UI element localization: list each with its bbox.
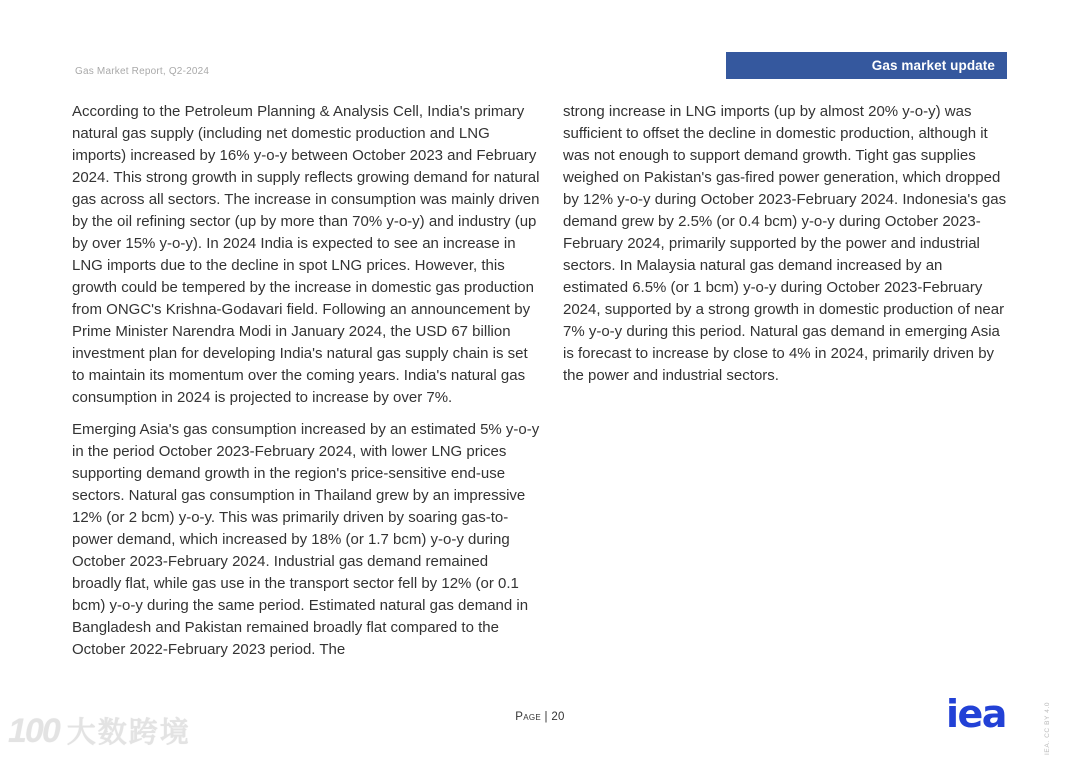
left-text-column [72,101,540,671]
report-title: Gas Market Report, Q2-2024 [75,66,210,77]
paragraph-lng-imports: strong increase in LNG imports (up by almost 20% y-o-y) was sufficient to offset the decline in domestic production, although it was not enough to support demand growth. Tight gas supplies weighed on Pakistan's gas-fired power generation, which dropped by 12% y-o-y during October 2023-February 2024. Indonesia's gas demand grew by 2.5% (or 0.4 bcm) y-o-y during October 2023-February 2024, primarily supported by the power and industrial sectors. In Malaysia natural gas demand increased by an estimated 6.5% (or 1 bcm) y-o-y during October 2023-February 2024, supported by a strong growth in domestic production of near 7% y-o-y during this period. Natural gas demand in emerging Asia is forecast to increase by close to 4% in 2024, primarily driven by the power and industrial sectors. [563,103,1007,384]
license-note: IEA. CC BY 4.0 [1044,701,1051,755]
paragraph-emerging-asia: Emerging Asia's gas consumption increased by an estimated 5% y-o-y in the period October 2023-February 2024, with lower LNG prices supporting demand growth in the region's price-sensitive end-use sectors. Natural gas consumption in Thailand grew by an impressive 12% (or 2 bcm) y-o-y. This was primarily driven by soaring gas-to-power demand, which increased by 18% (or 1.7 bcm) y-o-y during October 2023-February 2024. Industrial gas demand remained broadly flat, while gas use in the transport sector fell by 12% (or 0.1 bcm) y-o-y during the same period. Estimated natural gas demand in Bangladesh and Pakistan remained broadly flat compared to the October 2022-February 2023 period. The [72,421,540,658]
banner-label: Gas market update [871,58,995,73]
watermark-text: 大数跨境 [66,715,191,749]
right-text-column [563,101,1011,397]
watermark-logo-icon: 100 [8,712,59,750]
iea-logo: iea [946,692,1006,736]
page-number: Page | 20 [515,711,565,723]
paragraph-india-supply: According to the Petroleum Planning & Analysis Cell, India's primary natural gas supply (including net domestic production and LNG imports) increased by 16% y-o-y between October 2023 and February 2024. This strong growth in supply reflects growing demand for natural gas across all sectors. The increase in consumption was mainly driven by the oil refining sector (up by more than 70% y-o-y) and industry (up by over 15% y-o-y). In 2024 India is expected to see an increase in LNG imports due to the decline in spot LNG prices. However, this growth could be tempered by the increase in domestic gas production from ONGC's Krishna-Godavari field. Following an announcement by Prime Minister Narendra Modi in January 2024, the USD 67 billion investment plan for developing India's natural gas supply chain is set to maintain its momentum over the coming years. India's natural gas consumption in 2024 is projected to increase by over 7%. [72,103,540,406]
watermark [8,714,191,748]
section-banner [726,52,1007,79]
